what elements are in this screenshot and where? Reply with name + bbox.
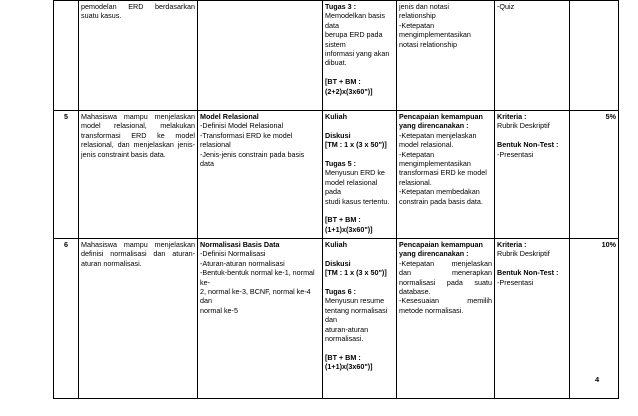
cell-line: mengimplementasikan [399, 30, 471, 40]
cell-line: yang direncanakan : [399, 249, 469, 259]
cell-line: normalisasi. [325, 334, 364, 344]
cell-line [497, 131, 567, 140]
cell-line: Kriteria : [497, 240, 527, 249]
table-row [54, 1, 619, 111]
cell-line: Menyusun ERD ke [325, 168, 385, 178]
cell-line: informasi yang akan [325, 49, 390, 59]
cell-line: Bentuk Non-Test : [497, 140, 559, 150]
cell-line: -Presentasi [497, 149, 534, 159]
cell-line: transformasi ERD ke model [399, 168, 487, 178]
cell-line: -Jenis-jenis constrain pada basis data [200, 149, 307, 169]
cell-line: -Definisi Model Relasional [200, 121, 284, 131]
cell-line: studi kasus tertentu. [325, 196, 390, 206]
indikator-cell [397, 1, 495, 111]
cell-line: Menyusun resume [325, 296, 385, 306]
cell-line: (1+1)x(3x60")] [325, 224, 373, 234]
cell-line: (1+1)x(3x60")] [325, 362, 373, 372]
cell-line: normal ke-5 [200, 305, 238, 315]
cell-line: -Bentuk-bentuk normal ke-1, normal ke- [200, 268, 317, 287]
cell-line: aturan-aturan [325, 324, 369, 334]
cell-line: Tugas 5 : [325, 159, 357, 168]
cell-line: [TM : 1 x (3 x 50")] [325, 140, 387, 150]
cell-line: -Presentasi [497, 277, 534, 287]
bobot-cell: 10% [570, 239, 619, 399]
cell-line: -Quiz [497, 2, 515, 11]
cell-line: [BT + BM : [325, 77, 361, 87]
cell-line: -Ketepatan menjelaskan [399, 130, 477, 140]
cell-line: -Ketepatan menjelaskan [399, 258, 492, 268]
cell-line: relasional. [399, 177, 432, 187]
row-number: 6 [54, 239, 79, 399]
cell-line: model relasional. [399, 140, 454, 150]
cell-line: Kuliah [325, 112, 347, 121]
cell-line: -Kesesuaian memilih [399, 296, 492, 306]
cell-line: -Ketepatan [399, 20, 435, 30]
cell-line [325, 121, 394, 130]
cell-line: Diskusi [325, 130, 351, 140]
cell-line: tentang normalisasi dan [325, 305, 390, 325]
indikator-cell [397, 111, 495, 239]
bobot-cell [570, 1, 619, 111]
cell-line: Pencapaian kemampuan [399, 112, 483, 121]
metode-cell [323, 1, 397, 111]
cell-line: (2+2)x(3x60")] [325, 86, 373, 96]
rps-table [53, 0, 619, 399]
cell-line: 2, normal ke-3, BCNF, normal ke-4 dan [200, 287, 313, 306]
cell-line: -Ketepatan [399, 149, 435, 159]
cell-line: metode normalisasi. [399, 305, 464, 315]
cell-line: Rubrik Deskriptif [497, 121, 550, 131]
cell-line [325, 206, 394, 215]
cell-line: berupa ERD pada sistem [325, 30, 385, 49]
cell-line: mengimplementasikan [399, 159, 471, 169]
cell-line: -Transformasi ERD ke model relasional [200, 130, 295, 150]
capaian-cell: pemodelan ERD berdasarkan suatu kasus. [79, 1, 198, 111]
cell-line: Model Relasional [200, 112, 259, 121]
row-number: 5 [54, 111, 79, 239]
cell-line: Pencapaian kemampuan [399, 240, 483, 249]
cell-line: -Ketepatan membedakan [399, 187, 480, 197]
cell-line: Tugas 3 : [325, 2, 357, 11]
materi-cell [198, 1, 323, 111]
cell-line: relationship [399, 11, 436, 21]
kriteria-cell [495, 111, 570, 239]
cell-line: -Aturan-aturan normalisasi [200, 258, 285, 268]
metode-cell [323, 111, 397, 239]
kriteria-cell [495, 239, 570, 399]
cell-line [325, 249, 394, 258]
cell-line: Memodelkan basis data [325, 11, 387, 30]
cell-line [325, 278, 394, 287]
table-row [54, 239, 619, 399]
indikator-cell [397, 239, 495, 399]
cell-line [497, 259, 567, 268]
capaian-cell: Mahasiswa mampu menjelaskan definisi normalisasi dan aturan-aturan normalisasi. [79, 239, 198, 399]
table-row [54, 111, 619, 239]
cell-line [325, 343, 394, 352]
cell-line: dibuat. [325, 58, 347, 68]
capaian-cell: Mahasiswa mampu menjelaskan model relasional, melakukan transformasi ERD ke model relasional, dan menjelaskan jenis-jenis constraint basis data. [79, 111, 198, 239]
materi-cell [198, 111, 323, 239]
cell-line: database. [399, 287, 431, 297]
cell-line: [BT + BM : [325, 352, 361, 362]
cell-line: Tugas 6 : [325, 287, 357, 296]
cell-line [325, 150, 394, 159]
cell-line: constrain pada basis data. [399, 196, 483, 206]
kriteria-cell [495, 1, 570, 111]
row-number [54, 1, 79, 111]
page-number: 4 [595, 375, 600, 384]
cell-line: [TM : 1 x (3 x 50")] [325, 268, 387, 278]
cell-line: yang direncanakan : [399, 121, 469, 131]
cell-line: [BT + BM : [325, 215, 361, 225]
cell-line: Kriteria : [497, 112, 527, 121]
cell-line [325, 68, 394, 77]
bobot-cell: 5% [570, 111, 619, 239]
cell-line: model relasional pada [325, 177, 380, 197]
cell-line: Normalisasi Basis Data [200, 240, 280, 249]
cell-line: jenis dan notasi [399, 2, 449, 11]
cell-line: -Definisi Normalisasi [200, 249, 266, 259]
cell-line: dan menerapkan [399, 268, 492, 278]
cell-line: Diskusi [325, 258, 351, 268]
cell-line: Bentuk Non-Test : [497, 268, 559, 278]
cell-line: notasi relationship [399, 39, 457, 49]
cell-line: Rubrik Deskriptif [497, 249, 550, 259]
cell-line: normalisasi pada suatu [399, 277, 492, 287]
materi-cell [198, 239, 323, 399]
metode-cell [323, 239, 397, 399]
cell-line: Kuliah [325, 240, 347, 249]
